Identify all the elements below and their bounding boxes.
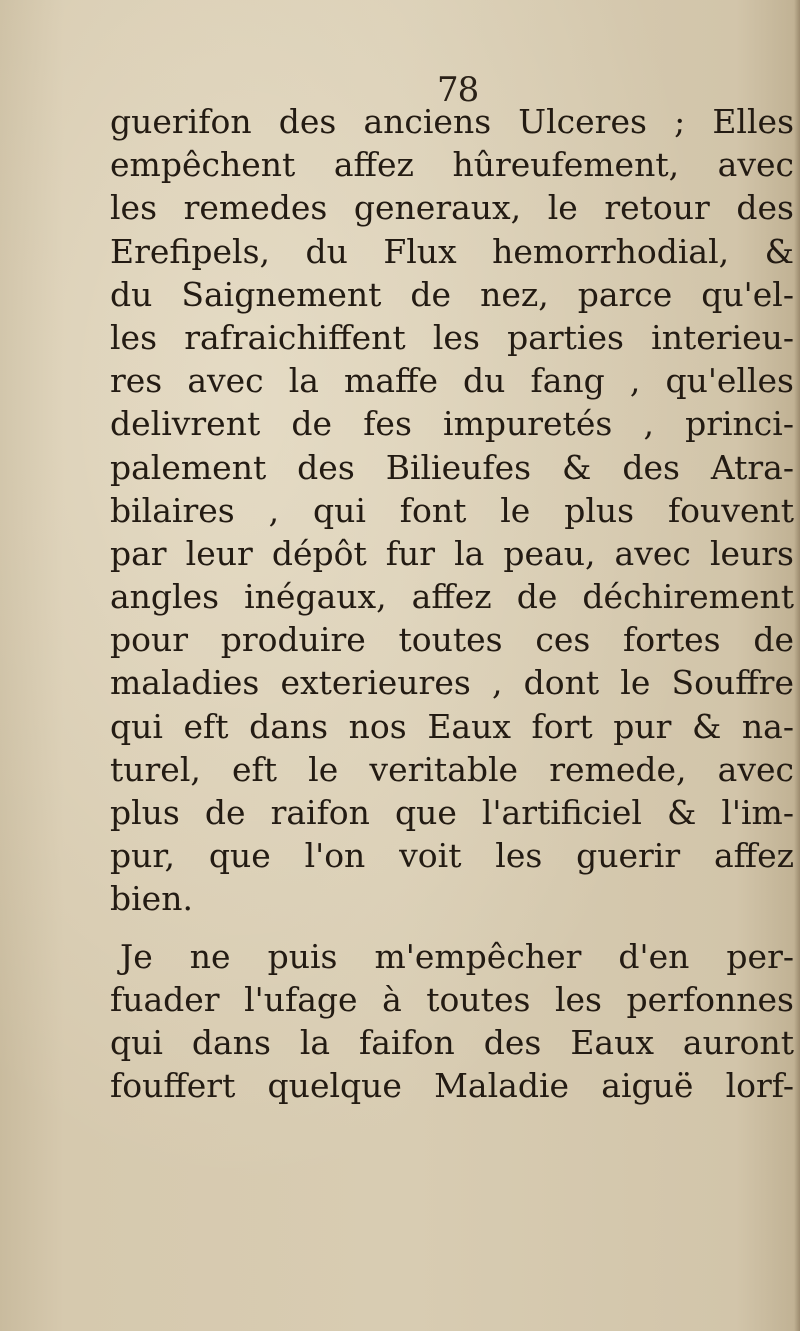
text-line: empêchent affez hûreufement, avec xyxy=(110,145,794,185)
text-line: angles inégaux, affez de déchirement xyxy=(110,577,794,617)
text-line: les remedes generaux, le retour des xyxy=(110,188,794,228)
text-line: Erefipels, du Flux hemorrhodial, & xyxy=(110,231,794,271)
text-line: bien. xyxy=(110,879,193,919)
text-line: pour produire toutes ces fortes de xyxy=(110,620,794,660)
text-line: par leur dépôt fur la peau, avec leurs xyxy=(110,533,794,573)
paragraph-2 xyxy=(110,935,794,1108)
text-line: palement des Bilieufes & des Atra- xyxy=(110,447,794,487)
text-line: guerifon des anciens Ulceres ; Elles xyxy=(110,102,794,141)
text-line: delivrent de fes impuretés , princi- xyxy=(110,404,794,444)
text-line: maladies exterieures , dont le Souffre xyxy=(110,663,794,703)
text-line: pur, que l'on voit les guerir affez xyxy=(110,836,794,876)
text-line: bilaires , qui font le plus fouvent xyxy=(110,490,794,530)
text-line: du Saignement de nez, parce qu'el- xyxy=(110,274,794,314)
text-line: les rafraichiffent les parties interieu- xyxy=(110,317,794,357)
text-line: fouffert quelque Maladie aiguë lorf- xyxy=(110,1066,794,1106)
paragraph-1 xyxy=(110,100,794,921)
text-line: res avec la maffe du fang , qu'elles xyxy=(110,361,794,401)
text-line: fuader l'ufage à toutes les perfonnes xyxy=(110,979,794,1019)
text-line: Je ne puis m'empêcher d'en per- xyxy=(120,936,794,976)
text-line: plus de raifon que l'artificiel & l'im- xyxy=(110,793,794,832)
body-text xyxy=(110,100,794,1107)
text-line: qui dans la faifon des Eaux auront xyxy=(110,1022,794,1062)
paragraph-gap xyxy=(110,921,794,935)
text-line: qui eft dans nos Eaux fort pur & na- xyxy=(110,706,794,746)
text-line: turel, eft le veritable remede, avec xyxy=(110,749,794,789)
page-number: 78 xyxy=(437,70,479,110)
